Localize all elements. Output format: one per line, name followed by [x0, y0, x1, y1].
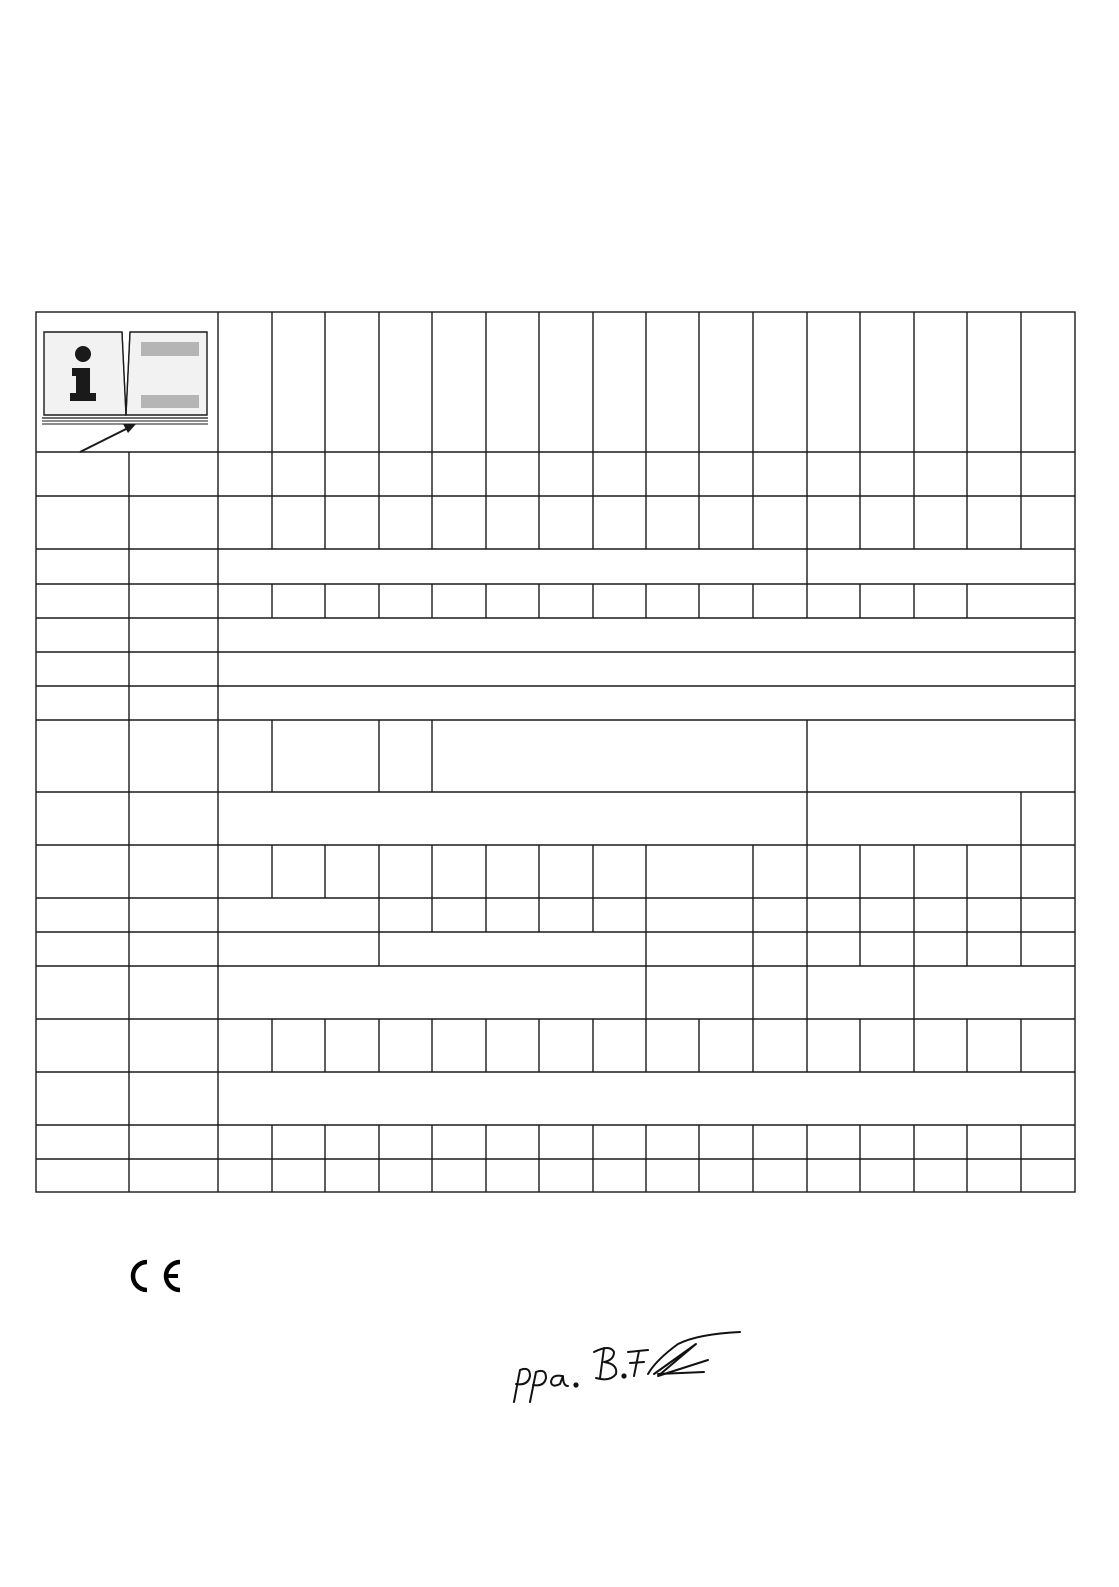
info-manual-icon — [42, 332, 208, 452]
table-frame — [36, 312, 1075, 1192]
ce-mark-icon — [128, 1258, 184, 1294]
signature-image — [508, 1330, 748, 1412]
